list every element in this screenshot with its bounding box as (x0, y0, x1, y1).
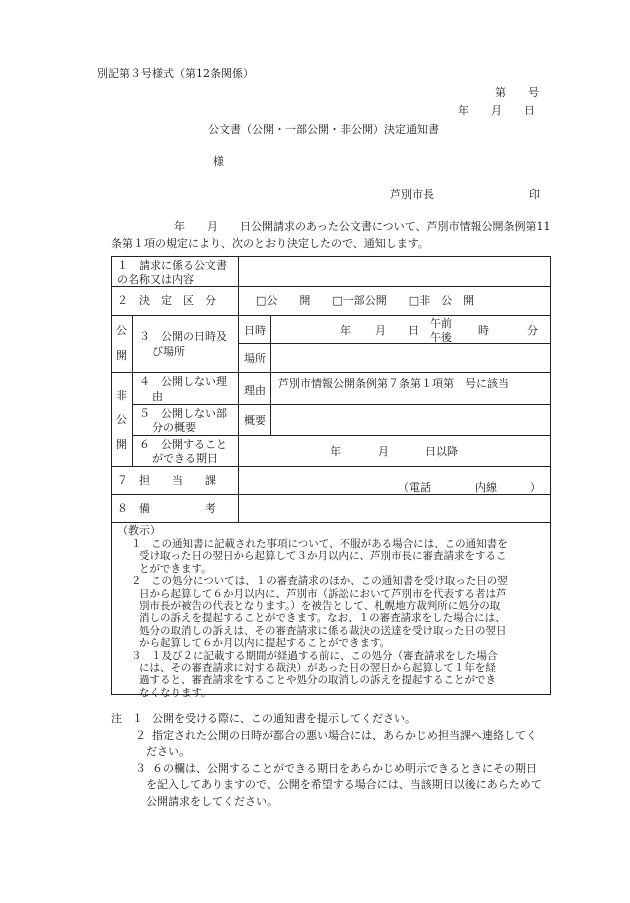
form-label: 別記第３号様式（第12条関係） (97, 67, 254, 80)
kyoji-line: １及び２に記載する期間が経過する前に、この処分（審査請求をした場合 (151, 649, 498, 662)
issuer-name: 芦別市長 (390, 188, 434, 201)
note-line: 公開請求をしてください。 (146, 795, 278, 808)
summary-label: 概要 (244, 414, 266, 427)
kyoji-line: 日から起算して６か月以内に、芦別市（訴訟において芦別市を代表する者は芦 (139, 587, 507, 600)
datetime-year: 年 (340, 324, 351, 337)
addressee-suffix: 様 (213, 155, 224, 168)
row6-year: 年 (330, 445, 341, 458)
row8-label: ８ 備 考 (117, 502, 216, 515)
kyoji-item-num: ３ (131, 649, 142, 662)
row6-label-a: ６ 公開すること (139, 438, 227, 451)
kyoji-line: 消しの訴えを提起することができます。なお、１の審査請求をした場合には、 (139, 612, 506, 625)
kyoji-line: この処分については、１の審査請求のほか、この通知書を受け取った日の翌 (151, 575, 508, 588)
minute-label: 分 (527, 324, 538, 337)
row4-label-b: 由 (152, 390, 163, 403)
kyoji-item-num: １ (131, 538, 142, 550)
seal-mark: 印 (529, 188, 540, 201)
note-num: ３ (135, 762, 146, 775)
note-line: 指定された公開の日時が都合の悪い場合には、あらかじめ担当課へ連絡してく (152, 729, 537, 742)
kyoji-line: なくなります。 (139, 686, 212, 699)
note-line: ６の欄は、公開することができる期日をあらかじめ明示できるときにその期日 (152, 762, 537, 775)
row3-label-b: び場所 (152, 345, 185, 358)
datetime-month: 月 (375, 324, 386, 337)
phone-extension: （電話 内線 ） (398, 481, 541, 494)
notes-prefix: 注 (111, 712, 122, 725)
kokai-label-a: 公 (116, 324, 127, 337)
place-label: 場所 (244, 352, 266, 365)
reason-label: 理由 (244, 384, 266, 397)
hour-label: 時 (478, 324, 489, 337)
hikokai-label-a: 非 (116, 389, 127, 402)
row2-label: ２ 決 定 区 分 (117, 294, 216, 307)
row1-label-a: １ 請求に係る公文書 (117, 259, 227, 272)
note-line: ださい。 (146, 745, 190, 758)
kokai-label-b: 開 (116, 349, 127, 362)
kyoji-line: から起算して６か月以内に提起することができます。 (139, 637, 391, 650)
row5-label-a: ５ 公開しない部 (139, 407, 227, 420)
document-title: 公文書（公開・一部公開・非公開）決定通知書 (208, 123, 439, 136)
hikokai-label-b: 公 (116, 413, 127, 426)
kyoji-line: この通知書に記載された事項について、不服がある場合には、この通知書を (151, 538, 508, 550)
kyoji-line: 別市長が被告の代表となります。）を被告として、札幌地方裁判所に処分の取 (139, 600, 501, 612)
row3-label-a: ３ 公開の日時及 (139, 330, 227, 343)
row6-day: 日以降 (425, 445, 458, 458)
document-date: 年 月 日 (458, 104, 535, 117)
note-num: １ (132, 712, 143, 725)
note-num: ２ (135, 729, 146, 742)
kyoji-heading: （教示） (117, 524, 161, 537)
kyoji-line: 受け取った日の翌日から起算して３か月以内に、芦別市長に審査請求をするこ (139, 550, 507, 563)
am-label: 午前 (430, 317, 452, 330)
row7-label: ７ 担 当 課 (117, 474, 216, 487)
kyoji-line: には、その審査請求に対する裁決）があった日の翌日から起算して１年を経 (139, 662, 496, 674)
row6-label-b: ができる期日 (152, 452, 218, 465)
intro-line-1: 年 月 日公開請求のあった公文書について、芦別市情報公開条例第11 (174, 220, 551, 233)
kyoji-line: 過すると、審査請求をすることや処分の取消しの訴えを提起することができ (139, 674, 496, 687)
note-line: を記入してありますので、公開を希望する場合には、当該期日以後にあらためて (146, 778, 542, 791)
kyoji-line: とができます。 (139, 562, 212, 575)
row1-label-b: の名称又は内容 (117, 273, 194, 286)
hikokai-label-c: 開 (116, 438, 127, 451)
decision-options[interactable]: □公 開 □一部公開 □非 公 開 (256, 294, 475, 307)
row6-month: 月 (378, 445, 389, 458)
pm-label: 午後 (430, 331, 452, 344)
kyoji-line: 処分の取消しの訴えは、その審査請求に係る裁決の送達を受け取った日の翌日 (139, 624, 507, 637)
document-number: 第 号 (495, 86, 539, 99)
datetime-day: 日 (408, 324, 419, 337)
intro-line-2: 条第１項の規定により、次のとおり決定したので、通知します。 (111, 237, 429, 250)
reason-text: 芦別市情報公開条例第７条第１項第 号に該当 (278, 377, 509, 390)
row5-label-b: 分の概要 (152, 421, 196, 434)
note-line: 公開を受ける際に、この通知書を提示してください。 (152, 712, 416, 725)
row4-label-a: ４ 公開しない理 (139, 375, 227, 388)
datetime-label: 日時 (244, 324, 266, 337)
kyoji-item-num: ２ (131, 575, 142, 588)
